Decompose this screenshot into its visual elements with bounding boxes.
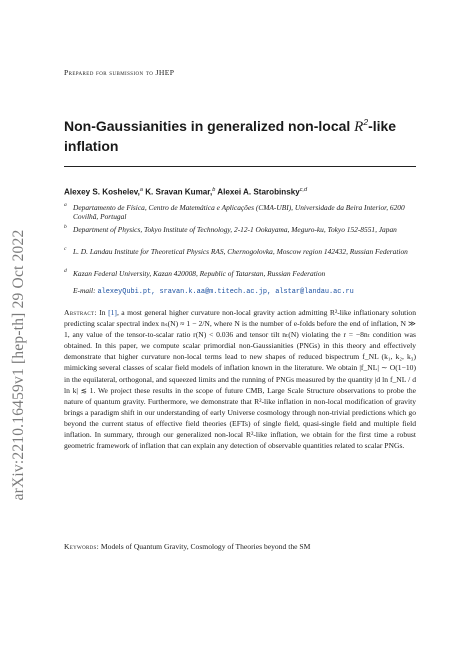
abstract	[64, 307, 416, 451]
affiliation-mark: c	[64, 246, 67, 252]
citation-link[interactable]: [1]	[108, 308, 117, 317]
author-list	[64, 187, 307, 197]
title-line2: inflation	[64, 138, 119, 154]
keywords	[64, 542, 416, 551]
email-line	[73, 286, 354, 296]
author-name: Alexey S. Koshelev,	[64, 187, 140, 197]
affiliation-mark: a	[64, 202, 67, 208]
title-line1: Non-Gaussianities in generalized non-local	[64, 118, 351, 134]
author-affil-mark: a	[139, 187, 143, 193]
author-name: K. Sravan Kumar,	[145, 187, 213, 197]
title-r-symbol: R	[354, 119, 364, 135]
affiliation-text: Department of Physics, Tokyo Institute of Technology, 2-12-1 Ookayama, Meguro-ku, Tokyo 152-8551, Japan	[73, 225, 397, 234]
affiliation-text: L. D. Landau Institute for Theoretical Physics RAS, Chernogolovka, Moscow region 142432, Russian Federation	[73, 247, 408, 256]
title-rule	[64, 166, 416, 167]
affiliation-mark: d	[64, 268, 67, 274]
affiliation-text: Departamento de Física, Centro de Matemática e Aplicações (CMA-UBI), Universidade da Beira Interior, 6200 Covilhã, Portugal	[73, 203, 405, 222]
abstract-text: , a most general higher curvature non-local gravity action admitting R²-like inflationary solution predicting scalar spectral index nₛ(N) ≈ 1 − 2/N, where N is the number of e-folds before the end of inflation, N ≫ 1, any value of the tensor-to-scalar ratio r(N) < 0.036 and tensor tilt nₜ(N) violating the r = −8nₜ condition was obtained. In this paper, we compute scalar primordial non-Gaussianities (PNGs) in this theory and effectively demonstrate that higher curvature non-local terms lead to new shapes of reduced bispectrum f_NL (k₁, k₂, k₃) mimicking several classes of scalar field models of inflation known in the literature. We obtain |f_NL| ∼ O(1−10) in the equilateral, orthogonal, and squeezed limits and the running of PNGs measured by the quantity |d ln f_NL / d ln k| ≲ 1. We project these results in the scope of future CMB, Large Scale Structure observations to probe the nature of quantum gravity. Furthermore, we demonstrate that R²-like inflation in non-local modification of gravity brings a paradigm shift in our understanding of early Universe cosmology through non-trivial predictions which go beyond the current status of effective field theories (EFTs) of single field, quasi-single field and multiple field inflation. In summary, through our generalized non-local R²-like inflation, we obtain for the first time a robust geometric framework of inflation that can explain any detection of observable quantities related to scalar PNGs.	[64, 308, 416, 451]
author-name: Alexei A. Starobinsky	[217, 187, 300, 197]
affiliation	[64, 269, 416, 278]
author-affil-mark: c,d	[299, 187, 308, 193]
keywords-text: Models of Quantum Gravity, Cosmology of Theories beyond the SM	[100, 542, 311, 551]
affiliation	[64, 225, 416, 234]
email-addresses[interactable]: alexeyQubi.pt, sravan.k.aa@m.titech.ac.jp, alstar@landau.ac.ru	[97, 288, 354, 296]
title-suffix: -like	[368, 118, 397, 134]
arxiv-sidebar-stamp	[4, 200, 34, 530]
affiliation-text: Kazan Federal University, Kazan 420008, Republic of Tatarstan, Russian Federation	[73, 269, 326, 278]
abstract-text-start: In	[99, 308, 109, 317]
paper-title	[64, 113, 416, 156]
email-label: E-mail:	[73, 286, 96, 295]
author-affil-mark: b	[212, 187, 216, 193]
keywords-label: Keywords:	[64, 542, 100, 551]
affiliation	[64, 203, 416, 222]
affiliation	[64, 247, 416, 256]
arxiv-identifier[interactable]: arXiv:2210.16459v1 [hep-th] 29 Oct 2022	[10, 229, 27, 501]
affiliation-mark: b	[64, 224, 67, 230]
submission-note: Prepared for submission to JHEP	[64, 68, 175, 77]
abstract-label: Abstract:	[64, 308, 97, 317]
title-r-exponent: 2	[363, 117, 369, 127]
